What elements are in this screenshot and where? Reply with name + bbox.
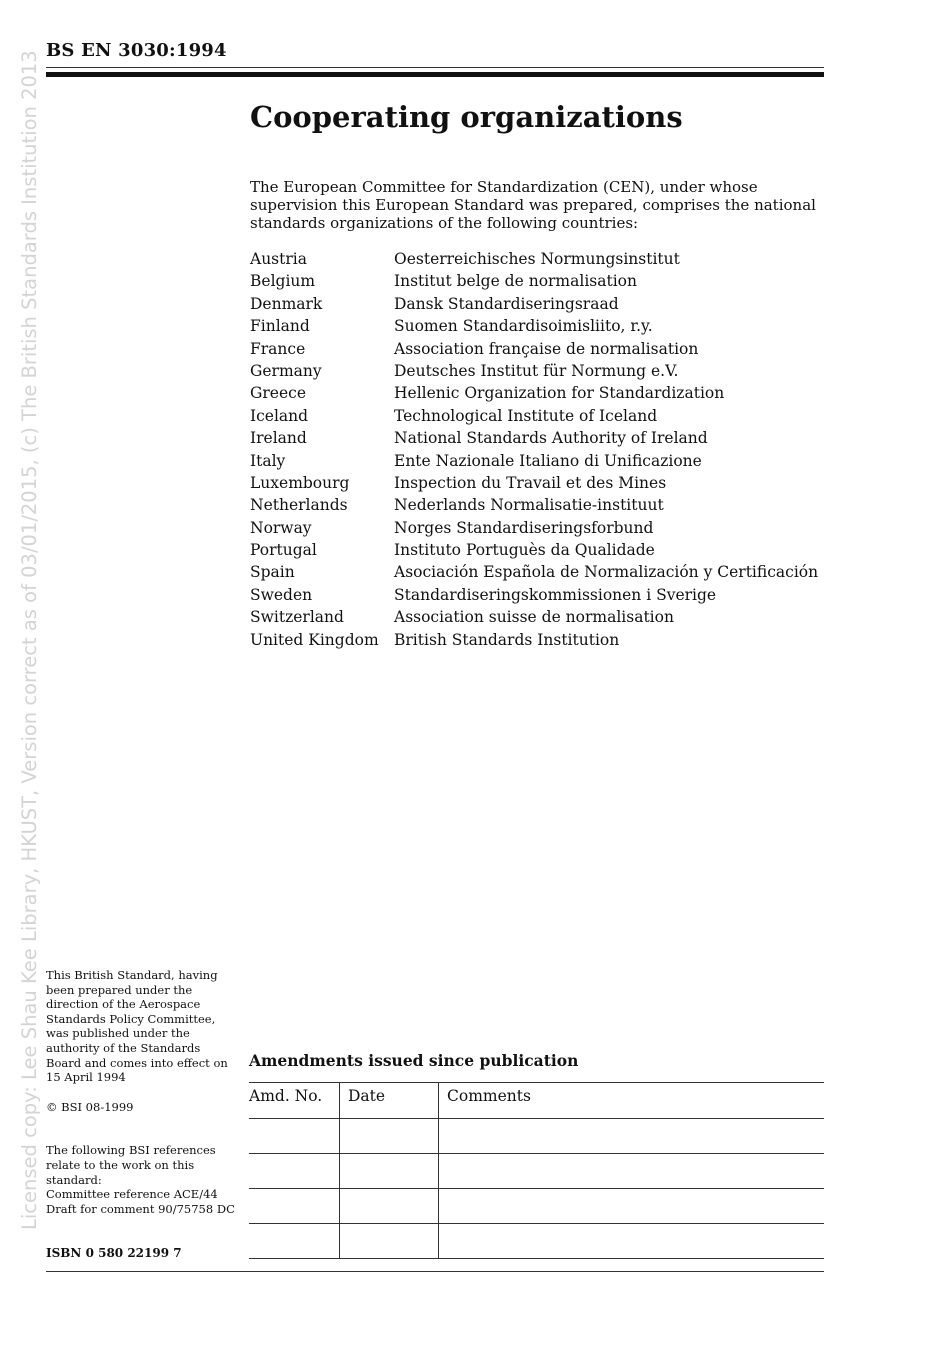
license-watermark: Licensed copy: Lee Shau Kee Library, HKUST, Version correct as of 03/01/2015, (c) The British Standards Institution 2013	[18, 50, 41, 1230]
list-item	[250, 248, 818, 270]
organization-name: Association française de normalisation	[394, 339, 699, 358]
table-cell	[340, 1189, 439, 1224]
country-name: Denmark	[250, 294, 323, 313]
country-name: Switzerland	[250, 608, 344, 627]
list-item	[250, 450, 818, 472]
document-id: BS EN 3030:1994	[46, 40, 227, 61]
organization-name: Nederlands Normalisatie-instituut	[394, 496, 664, 515]
organization-name: Inspection du Travail et des Mines	[394, 473, 667, 492]
refs-line: Draft for comment 90/75758 DC	[46, 1202, 235, 1217]
organization-name: Hellenic Organization for Standardization	[394, 384, 725, 403]
list-item	[250, 293, 818, 315]
page-title: Cooperating organizations	[250, 100, 683, 134]
country-name: Sweden	[250, 585, 313, 604]
list-item	[250, 517, 818, 539]
table-cell	[439, 1154, 825, 1189]
column-header-date: Date	[340, 1083, 439, 1119]
column-header-comments: Comments	[439, 1083, 825, 1119]
list-item	[250, 539, 818, 561]
country-name: Portugal	[250, 541, 317, 560]
table-row	[249, 1189, 824, 1224]
column-header-amd-no: Amd. No.	[249, 1083, 340, 1119]
table-cell	[340, 1224, 439, 1259]
country-name: Austria	[250, 250, 307, 268]
list-item	[250, 472, 818, 494]
country-name: Italy	[250, 451, 286, 470]
country-name: Iceland	[250, 406, 309, 425]
isbn: ISBN 0 580 22199 7	[46, 1246, 182, 1260]
organization-name: Suomen Standardisoimisliito, r.y.	[394, 317, 653, 336]
table-row	[249, 1154, 824, 1189]
country-name: Belgium	[250, 272, 316, 291]
note-line: 15 April 1994	[46, 1070, 126, 1085]
copyright-notice: © BSI 08-1999	[46, 1100, 134, 1114]
organization-name: Oesterreichisches Normungsinstitut	[394, 250, 680, 268]
country-name: France	[250, 339, 306, 358]
table-cell	[340, 1154, 439, 1189]
publication-note	[46, 968, 241, 1085]
table-cell	[340, 1119, 439, 1154]
list-item	[250, 561, 818, 583]
country-name: Luxembourg	[250, 473, 350, 492]
refs-line: Committee reference ACE/44	[46, 1187, 218, 1202]
header-rule-thick	[46, 72, 824, 77]
bsi-references	[46, 1143, 246, 1217]
amendments-header-row	[249, 1083, 824, 1119]
refs-line: relate to the work on this	[46, 1157, 195, 1172]
organization-name: Deutsches Institut für Normung e.V.	[394, 361, 679, 380]
list-item	[250, 382, 818, 404]
list-item	[250, 315, 818, 337]
note-line: Board and comes into effect on	[46, 1055, 228, 1070]
footer-rule	[46, 1271, 824, 1272]
list-item	[250, 584, 818, 606]
list-item	[250, 629, 818, 651]
note-line: been prepared under the	[46, 982, 193, 997]
table-cell	[249, 1224, 340, 1259]
table-row	[249, 1224, 824, 1259]
table-cell	[249, 1119, 340, 1154]
organization-name: Norges Standardiseringsforbund	[394, 518, 654, 537]
table-cell	[249, 1154, 340, 1189]
country-name: Finland	[250, 317, 310, 336]
organization-name: Dansk Standardiseringsraad	[394, 294, 619, 313]
organization-name: Technological Institute of Iceland	[394, 406, 658, 425]
refs-line: standard:	[46, 1172, 102, 1187]
country-name: Netherlands	[250, 496, 348, 515]
list-item	[250, 338, 818, 360]
intro-paragraph: The European Committee for Standardization (CEN), under whose supervision this European Standard was prepared, comprises the national standards organizations of the following countries:	[250, 178, 816, 232]
organization-name: Ente Nazionale Italiano di Unificazione	[394, 451, 702, 470]
list-item	[250, 606, 818, 628]
list-item	[250, 270, 818, 292]
organization-name: Association suisse de normalisation	[394, 608, 674, 627]
list-item	[250, 405, 818, 427]
table-cell	[439, 1224, 825, 1259]
organizations-list	[250, 248, 818, 651]
list-item	[250, 360, 818, 382]
note-line: Standards Policy Committee,	[46, 1011, 216, 1026]
country-name: Greece	[250, 384, 306, 403]
amendments-title: Amendments issued since publication	[249, 1051, 579, 1070]
table-cell	[249, 1189, 340, 1224]
list-item	[250, 427, 818, 449]
country-name: Norway	[250, 518, 312, 537]
table-row	[249, 1119, 824, 1154]
table-cell	[439, 1189, 825, 1224]
table-cell	[439, 1119, 825, 1154]
organization-name: Institut belge de normalisation	[394, 272, 637, 291]
note-line: direction of the Aerospace	[46, 997, 201, 1012]
list-item	[250, 494, 818, 516]
header-rule-thin	[46, 67, 824, 68]
organization-name: Standardiseringskommissionen i Sverige	[394, 585, 717, 604]
note-line: was published under the	[46, 1026, 190, 1041]
organization-name: National Standards Authority of Ireland	[394, 429, 708, 448]
country-name: Germany	[250, 361, 322, 380]
note-line: This British Standard, having	[46, 968, 218, 982]
organization-name: Instituto Portuguès da Qualidade	[394, 541, 655, 560]
organization-name: British Standards Institution	[394, 630, 620, 649]
amendments-table	[249, 1082, 824, 1259]
note-line: authority of the Standards	[46, 1040, 201, 1055]
country-name: United Kingdom	[250, 630, 379, 649]
country-name: Spain	[250, 563, 295, 582]
country-name: Ireland	[250, 429, 307, 448]
organization-name: Asociación Española de Normalización y Certificación	[394, 563, 819, 582]
refs-line: The following BSI references	[46, 1143, 216, 1157]
